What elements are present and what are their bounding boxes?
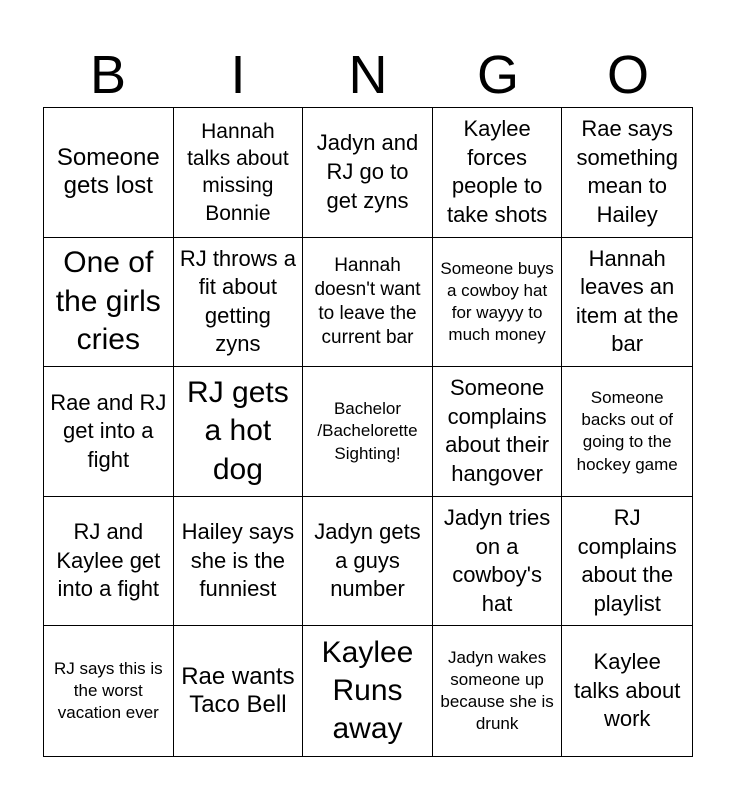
header-letter-g: G [476,45,519,105]
bingo-cell[interactable]: Kaylee forces people to take shots [433,108,563,238]
header-letter-i: I [230,45,246,105]
bingo-cell[interactable]: One of the girls cries [44,238,174,368]
bingo-cell[interactable]: Someone backs out of going to the hockey game [562,367,692,497]
bingo-cell[interactable]: Kaylee Runs away [303,626,433,756]
bingo-cell[interactable]: Jadyn wakes someone up because she is drunk [433,626,563,756]
bingo-cell[interactable]: Someone buys a cowboy hat for wayyy to much money [433,238,563,368]
header-letter-b: B [89,45,127,105]
bingo-cell[interactable]: Jadyn tries on a cowboy's hat [433,497,563,627]
bingo-grid [43,107,693,757]
bingo-cell[interactable]: Rae says something mean to Hailey [562,108,692,238]
bingo-cell[interactable]: Jadyn and RJ go to get zyns [303,108,433,238]
bingo-cell[interactable]: Jadyn gets a guys number [303,497,433,627]
bingo-cell[interactable]: Rae and RJ get into a fight [44,367,174,497]
bingo-cell[interactable]: Someone complains about their hangover [433,367,563,497]
bingo-header [43,44,693,106]
bingo-cell[interactable]: Hailey says she is the funniest [174,497,304,627]
bingo-cell[interactable]: Someone gets lost [44,108,174,238]
bingo-cell[interactable]: RJ complains about the playlist [562,497,692,627]
bingo-cell[interactable]: Kaylee talks about work [573,649,681,732]
bingo-cell[interactable]: Bachelor /Bachelorette Sighting! [303,367,433,497]
header-letter-o: O [606,45,649,105]
header-letter-n: N [348,45,388,105]
bingo-cell[interactable]: RJ and Kaylee get into a fight [44,497,174,627]
bingo-cell[interactable]: RJ says this is the worst vacation ever [44,626,174,756]
bingo-cell[interactable]: Hannah leaves an item at the bar [562,238,692,368]
bingo-cell[interactable]: Hannah talks about missing Bonnie [174,108,304,238]
bingo-cell[interactable]: Rae wants Taco Bell [174,626,304,756]
bingo-cell[interactable]: RJ throws a fit about getting zyns [174,238,304,368]
bingo-cell[interactable]: Hannah doesn't want to leave the current bar [303,238,433,368]
bingo-cell[interactable]: RJ gets a hot dog [174,367,304,497]
